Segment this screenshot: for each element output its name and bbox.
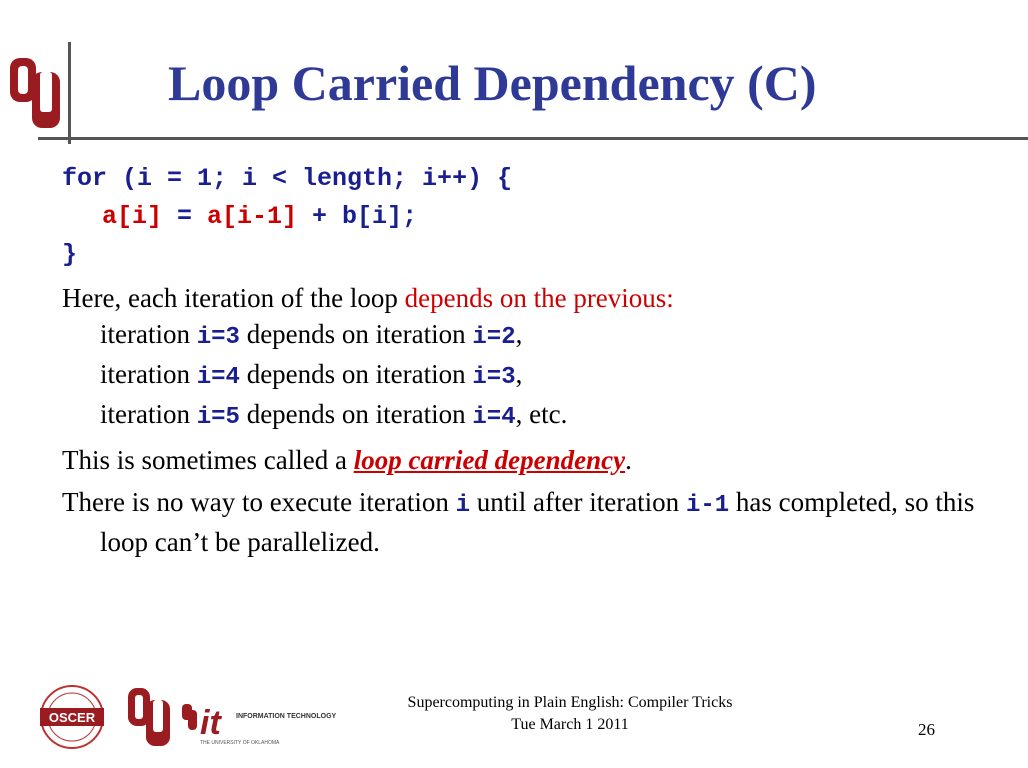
it-sub-label: THE UNIVERSITY OF OKLAHOMA (200, 740, 280, 746)
iter-a: i=5 (196, 404, 240, 431)
slide-body (62, 160, 1002, 560)
ou-footer-logo-icon (126, 684, 174, 750)
ou-it-logo-icon (180, 684, 337, 750)
slide-title: Loop Carried Dependency (C) (168, 55, 817, 111)
para3-code-i-minus-1: i-1 (685, 492, 730, 519)
iter-a: i=4 (196, 364, 240, 391)
header-horizontal-rule (38, 137, 1028, 140)
svg-text:it: it (200, 704, 221, 742)
iter-post: , etc. (515, 399, 568, 429)
para1-text: Here, each iteration of the loop (62, 283, 405, 313)
code-ai: a[i] (102, 202, 163, 231)
footer-logos (24, 684, 337, 750)
paragraph-dependency (62, 280, 1002, 436)
iter-b: i=4 (472, 404, 516, 431)
it-label: INFORMATION TECHNOLOGY (236, 713, 337, 720)
iteration-line-3 (62, 396, 1002, 436)
code-eq: = (162, 202, 208, 231)
para2-text: This is sometimes called a (62, 445, 354, 475)
code-line-3: } (62, 240, 78, 269)
term-loop-carried-dependency: loop carried dependency (353, 445, 626, 475)
iter-mid: depends on iteration (239, 399, 473, 429)
iter-pre: iteration (100, 319, 197, 349)
iter-b: i=2 (472, 324, 516, 351)
iter-b: i=3 (472, 364, 516, 391)
iter-post: , (515, 359, 523, 389)
oscer-label: OSCER (48, 710, 96, 725)
paragraph-term (62, 442, 1002, 478)
iteration-line-1 (62, 316, 1002, 356)
iter-post: , (515, 319, 523, 349)
footer-line-2: Tue March 1 2011 (511, 716, 629, 733)
iter-pre: iteration (100, 359, 197, 389)
para2-end: . (625, 445, 632, 475)
code-block (62, 160, 1002, 274)
iter-mid: depends on iteration (239, 319, 473, 349)
ou-logo-icon (8, 52, 64, 134)
para3-t1: There is no way to execute iteration (62, 487, 456, 517)
header-vertical-rule (68, 42, 71, 144)
iter-a: i=3 (196, 324, 240, 351)
code-line-1: for (i = 1; i < length; i++) { (62, 164, 513, 193)
footer-caption (300, 692, 840, 736)
slide-number: 26 (918, 720, 935, 739)
para3-t3: has completed, so this loop can’t be parallelized. (100, 487, 975, 557)
para1-highlight: depends on the previous: (404, 283, 674, 313)
footer-line-1: Supercomputing in Plain English: Compiler Tricks (407, 694, 733, 711)
code-line-2 (62, 198, 1002, 236)
para3-t2: until after iteration (470, 487, 686, 517)
iter-mid: depends on iteration (239, 359, 473, 389)
code-ai-minus-1: a[i-1] (207, 202, 298, 231)
iter-pre: iteration (100, 399, 197, 429)
oscer-seal-icon (24, 684, 120, 750)
code-rest: + b[i]; (297, 202, 418, 231)
paragraph-conclusion (62, 484, 1002, 560)
para3-code-i: i (455, 492, 471, 519)
iteration-line-2 (62, 356, 1002, 396)
